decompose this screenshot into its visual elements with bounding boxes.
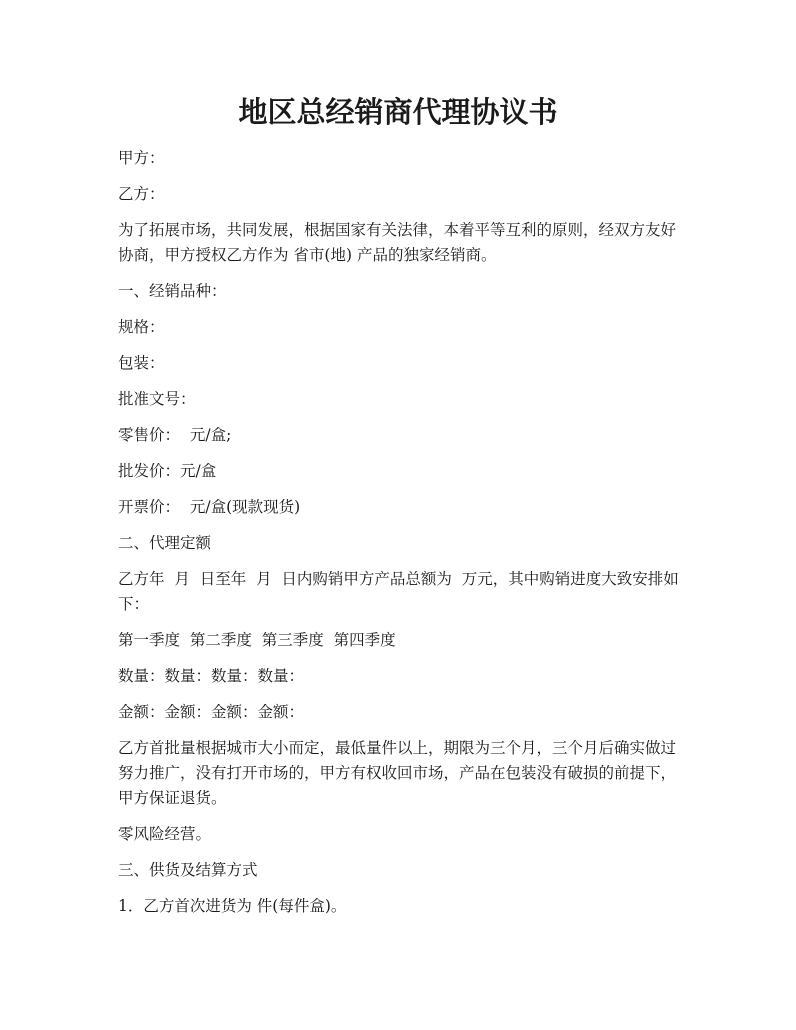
section-heading-products: 一、经销品种：: [118, 282, 227, 300]
party-b-line: 乙方：: [118, 185, 165, 203]
party-a-line: 甲方：: [118, 149, 165, 167]
quarters-line: 第一季度 第二季度 第三季度 第四季度: [118, 631, 396, 649]
zero-risk-line: 零风险经营。: [118, 825, 212, 843]
first-batch-paragraph: 乙方首批量根据城市大小而定，最低量件以上，期限为三个月，三个月后确实做过努力推广，没有打开市场的，甲方有权收回市场，产品在包装没有破损的前提下，甲方保证退货。: [118, 739, 677, 807]
document-body: [118, 146, 688, 930]
section-heading-quota: 二、代理定额: [118, 534, 212, 552]
wholesale-price-line: 批发价：元/盒: [118, 462, 217, 480]
preamble-paragraph: 为了拓展市场，共同发展，根据国家有关法律，本着平等互利的原则，经双方友好协商，甲方授权乙方作为 省市(地) 产品的独家经销商。: [118, 221, 677, 264]
amount-line: 金额：金额：金额：金额：: [118, 703, 305, 721]
invoice-price-line: 开票价： 元/盒(现款现货): [118, 498, 301, 516]
packaging-line: 包装：: [118, 354, 165, 372]
quantity-line: 数量：数量：数量：数量：: [118, 667, 305, 685]
retail-price-line: 零售价： 元/盒;: [118, 426, 232, 444]
section-heading-supply: 三、供货及结算方式: [118, 861, 258, 879]
approval-number-line: 批准文号：: [118, 390, 196, 408]
document-title: 地区总经销商代理协议书: [238, 95, 558, 129]
quota-paragraph: 乙方年 月 日至年 月 日内购销甲方产品总额为 万元，其中购销进度大致安排如下：: [118, 570, 679, 613]
first-order-line: 1．乙方首次进货为 件(每件盒)。: [118, 897, 347, 915]
spec-line: 规格：: [118, 318, 165, 336]
